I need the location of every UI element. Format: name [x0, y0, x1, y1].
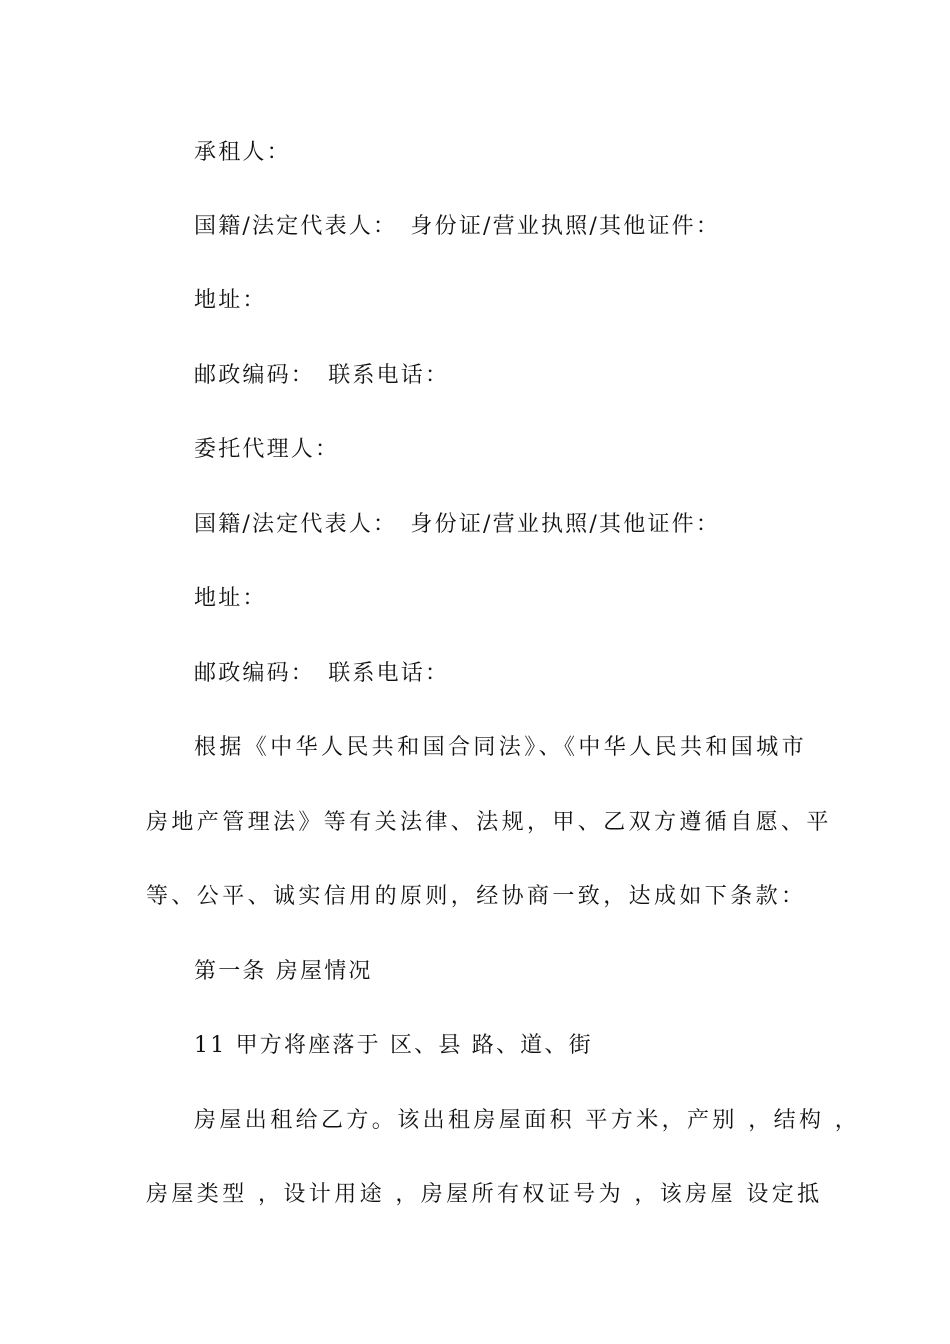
article-one-heading: 第一条 房屋情况 — [194, 959, 373, 984]
preamble-line-2: 房地产管理法》等有关法律、法规，甲、乙双方遵循自愿、平 — [146, 810, 832, 835]
preamble-line-1: 根据《中华人民共和国合同法》、《中华人民共和国城市 — [194, 735, 808, 760]
lessee-label: 承租人： — [194, 140, 291, 165]
agent-nationality-id-line: 国籍/法定代表人： 身份证/营业执照/其他证件： — [194, 512, 721, 537]
clause-1-1-line: 11 甲方将座落于 区、县 路、道、街 — [194, 1033, 593, 1058]
agent-address-line: 地址： — [194, 586, 267, 611]
address-line: 地址： — [194, 288, 267, 313]
property-info-line-2: 房屋类型 ，设计用途 ，房屋所有权证号为 ，该房屋 设定抵 — [146, 1182, 823, 1207]
property-info-line-1: 房屋出租给乙方。该出租房屋面积 平方米，产别 ，结构 ， — [194, 1108, 861, 1133]
agent-label: 委托代理人： — [194, 437, 340, 462]
postal-phone-line: 邮政编码： 联系电话： — [194, 363, 450, 388]
preamble-line-3: 等、公平、诚实信用的原则，经协商一致，达成如下条款： — [146, 884, 807, 909]
nationality-id-line: 国籍/法定代表人： 身份证/营业执照/其他证件： — [194, 214, 721, 239]
agent-postal-phone-line: 邮政编码： 联系电话： — [194, 661, 450, 686]
